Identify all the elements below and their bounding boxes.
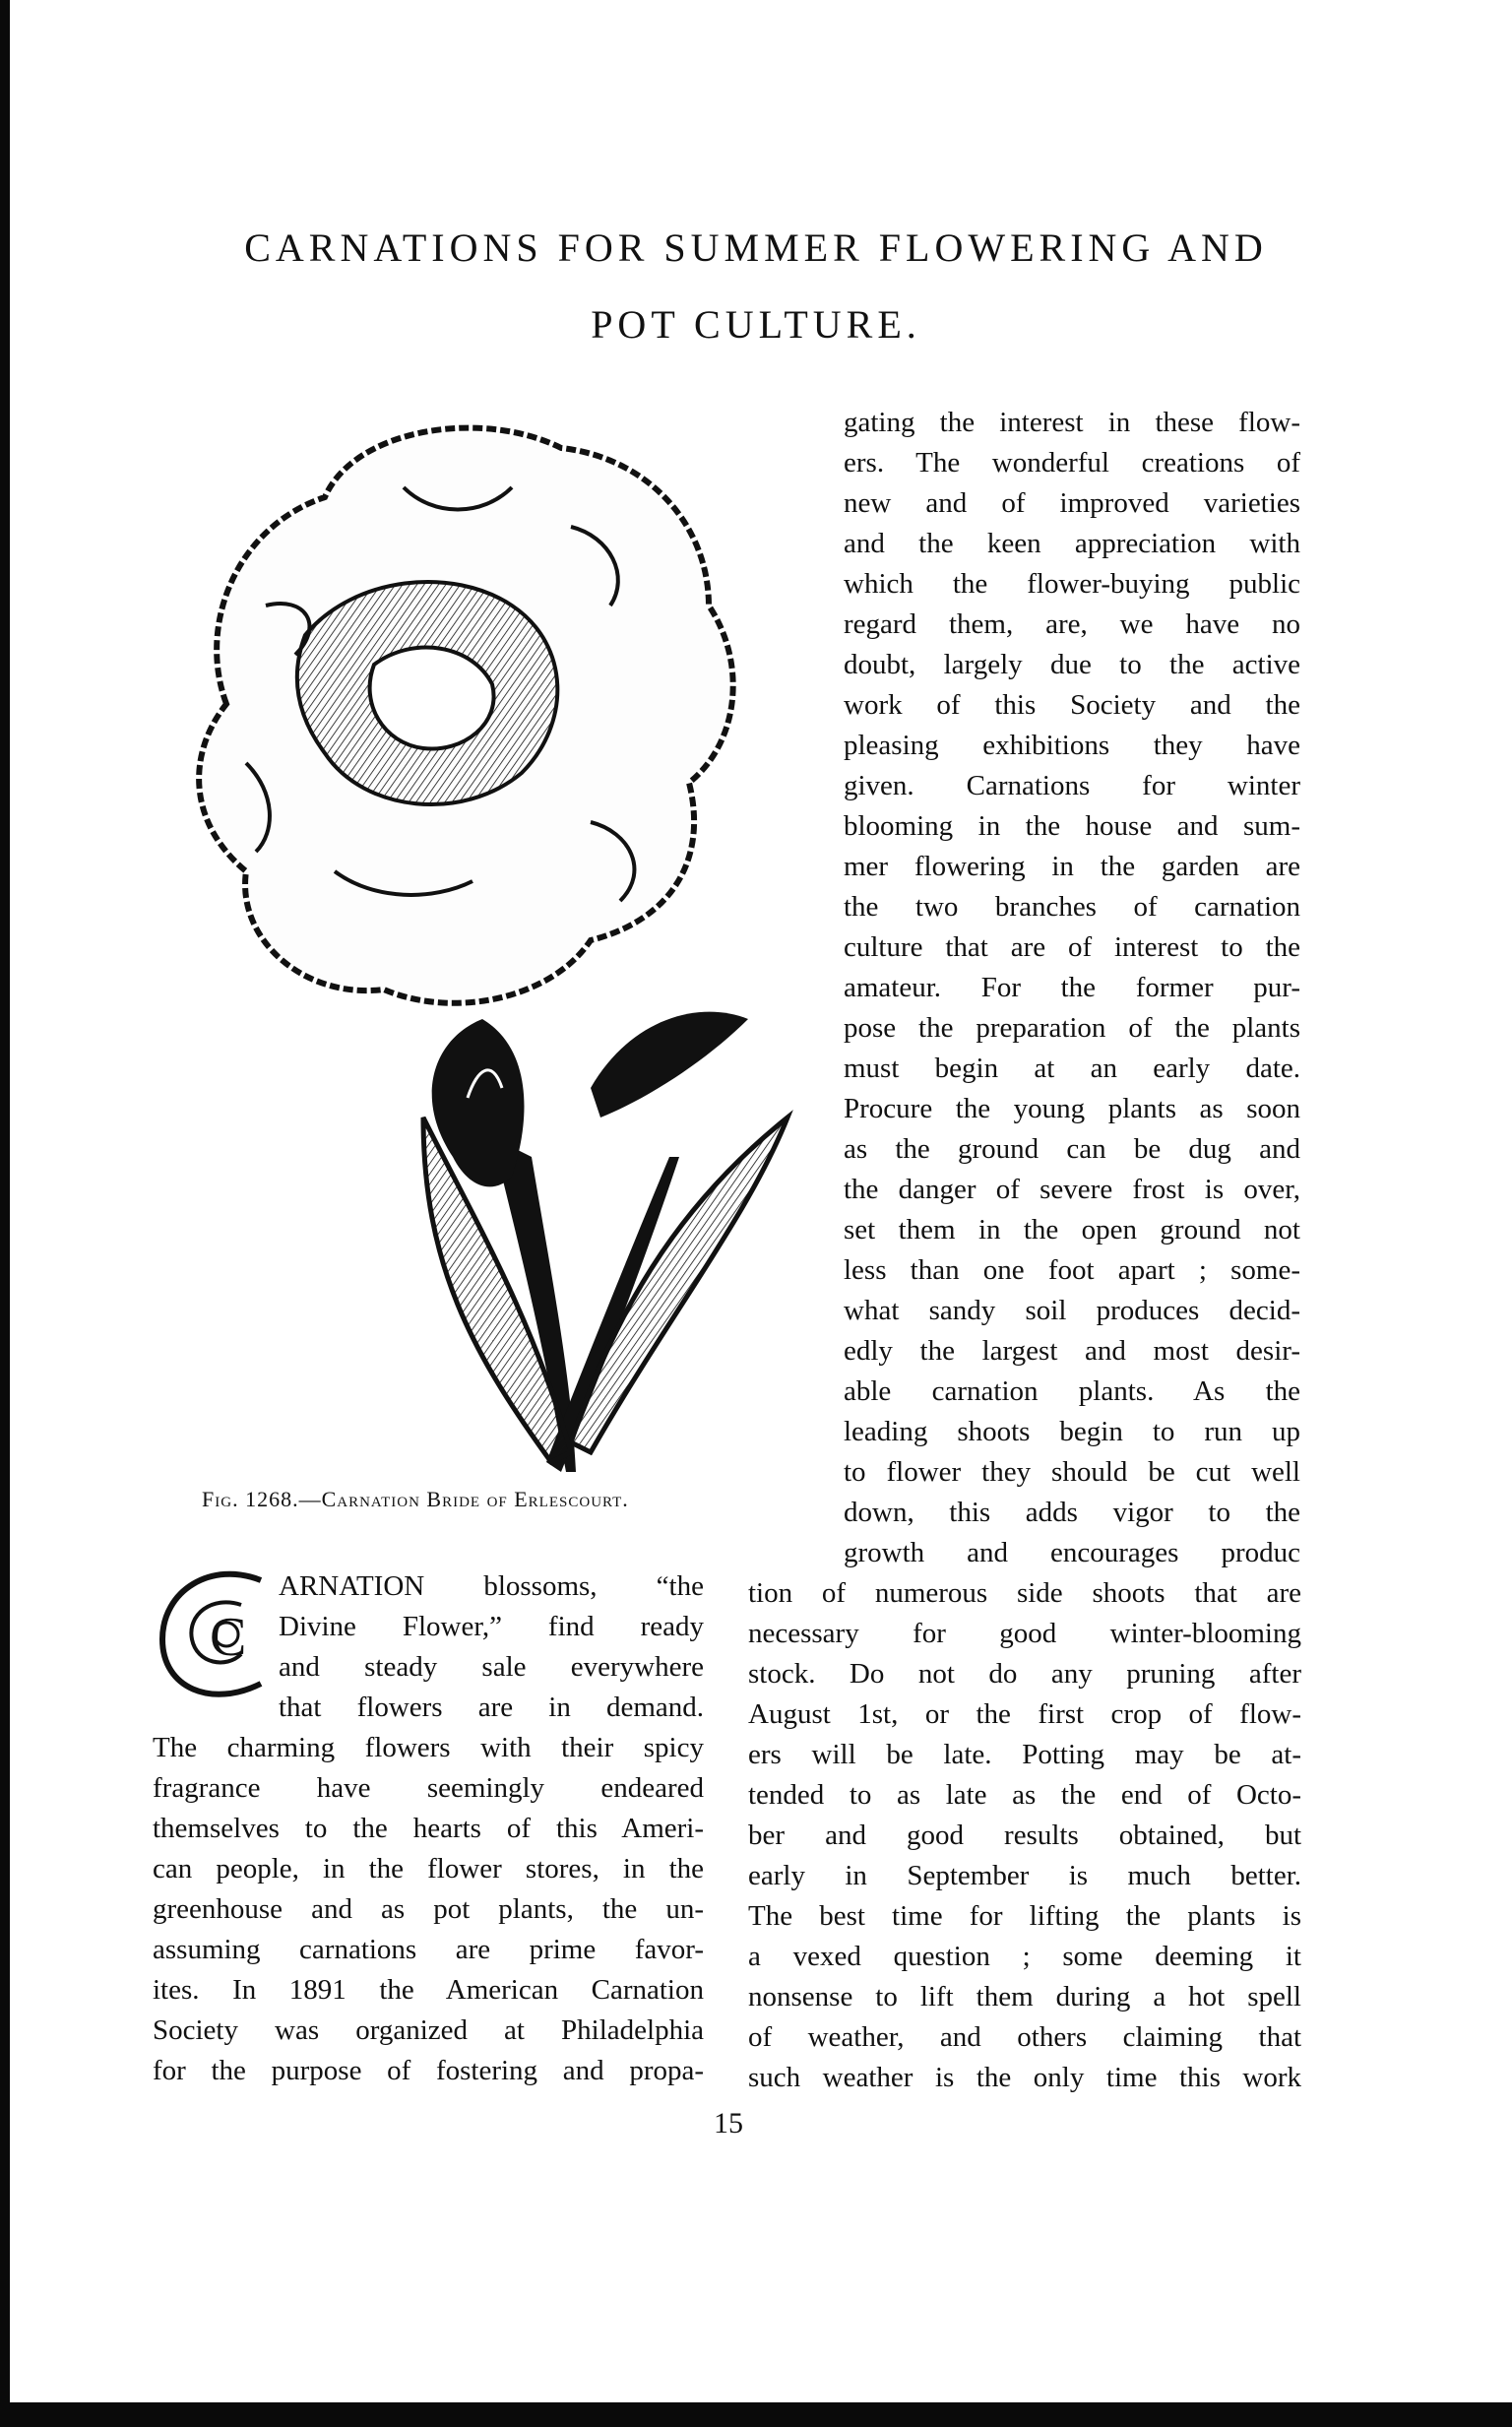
left_column-line: Divine Flower,” find ready <box>279 1611 704 1642</box>
leaf-small <box>591 1012 748 1118</box>
right_column-line: able carnation plants. As the <box>844 1375 1300 1407</box>
right_column-line: pose the preparation of the plants <box>844 1012 1300 1044</box>
left_column-line: The charming flowers with their spicy <box>153 1732 704 1763</box>
carnation-illustration <box>158 409 827 1482</box>
right_column-line: ber and good results obtained, but <box>748 1820 1301 1851</box>
right_column-line: which the flower-buying public <box>844 568 1300 600</box>
right_column-line: culture that are of interest to the <box>844 931 1300 963</box>
right_column-line: The best time for lifting the plants is <box>748 1900 1301 1932</box>
right_column-line: gating the interest in these flow- <box>844 407 1300 438</box>
left_column-line: and steady sale everywhere <box>279 1651 704 1683</box>
right_column-line: of weather, and others claiming that <box>748 2021 1301 2053</box>
right_column-line: early in September is much better. <box>748 1860 1301 1891</box>
right_column-line: less than one foot apart ; some- <box>844 1254 1300 1286</box>
scan-edge-left <box>0 0 10 2427</box>
right_column-line: growth and encourages produc <box>844 1537 1300 1568</box>
right_column-line: regard them, are, we have no <box>844 608 1300 640</box>
right_column-line: to flower they should be cut well <box>844 1456 1300 1488</box>
left_column-line: for the purpose of fostering and propa- <box>153 2055 704 2086</box>
right_column-line: nonsense to lift them during a hot spell <box>748 1981 1301 2012</box>
right_column-line: tion of numerous side shoots that are <box>748 1577 1301 1609</box>
right_column-line: Procure the young plants as soon <box>844 1093 1300 1124</box>
leaf-right <box>571 1118 788 1452</box>
left_column-line: themselves to the hearts of this Ameri- <box>153 1813 704 1844</box>
right_column-line: a vexed question ; some deeming it <box>748 1941 1301 1972</box>
right_column-line: such weather is the only time this work <box>748 2062 1301 2093</box>
right_column-line: must begin at an early date. <box>844 1053 1300 1084</box>
left_column-line: fragrance have seemingly endeared <box>153 1772 704 1804</box>
drop-cap-initial <box>153 1561 281 1708</box>
right_column-line: necessary for good winter-blooming <box>748 1618 1301 1649</box>
right_column-line: doubt, largely due to the active <box>844 649 1300 680</box>
right_column-line: and the keen appreciation with <box>844 528 1300 559</box>
right_column-line: mer flowering in the garden are <box>844 851 1300 882</box>
left_column-line: assuming carnations are prime favor- <box>153 1934 704 1965</box>
drop-cap-letter: C <box>210 1607 247 1668</box>
article-title-line-2: POT CULTURE. <box>591 302 921 347</box>
left_column-line: Society was organized at Philadelphia <box>153 2014 704 2046</box>
article-title-line-1: CARNATIONS FOR SUMMER FLOWERING AND <box>244 225 1268 270</box>
right_column-line: work of this Society and the <box>844 689 1300 721</box>
right_column-line: ers will be late. Potting may be at- <box>748 1739 1301 1770</box>
left_column-line: can people, in the flower stores, in the <box>153 1853 704 1884</box>
figure-caption: Fig. 1268.—Carnation Bride of Erlescourt. <box>202 1487 629 1511</box>
left_column-line: ARNATION blossoms, “the <box>279 1570 704 1602</box>
right_column-line: pleasing exhibitions they have <box>844 730 1300 761</box>
right_column-line: August 1st, or the first crop of flow- <box>748 1698 1301 1730</box>
right_column-line: new and of improved varieties <box>844 487 1300 519</box>
left_column-line: greenhouse and as pot plants, the un- <box>153 1893 704 1925</box>
right_column-line: amateur. For the former pur- <box>844 972 1300 1003</box>
right_column-line: the danger of severe frost is over, <box>844 1174 1300 1205</box>
right_column-line: stock. Do not do any pruning after <box>748 1658 1301 1690</box>
scan-edge-bottom <box>0 2402 1512 2427</box>
right_column-line: given. Carnations for winter <box>844 770 1300 801</box>
carnation-bloom <box>199 428 733 1003</box>
right_column-line: tended to as late as the end of Octo- <box>748 1779 1301 1811</box>
right_column-line: ers. The wonderful creations of <box>844 447 1300 479</box>
left_column-line: ites. In 1891 the American Carnation <box>153 1974 704 2006</box>
right_column-line: set them in the open ground not <box>844 1214 1300 1245</box>
page-number: 15 <box>714 2107 743 2140</box>
left_column-line: that flowers are in demand. <box>279 1692 704 1723</box>
right_column-line: as the ground can be dug and <box>844 1133 1300 1165</box>
right_column-line: edly the largest and most desir- <box>844 1335 1300 1367</box>
right_column-line: what sandy soil produces decid- <box>844 1295 1300 1326</box>
right_column-line: blooming in the house and sum- <box>844 810 1300 842</box>
right_column-line: leading shoots begin to run up <box>844 1416 1300 1447</box>
right_column-line: the two branches of carnation <box>844 891 1300 923</box>
right_column-line: down, this adds vigor to the <box>844 1497 1300 1528</box>
